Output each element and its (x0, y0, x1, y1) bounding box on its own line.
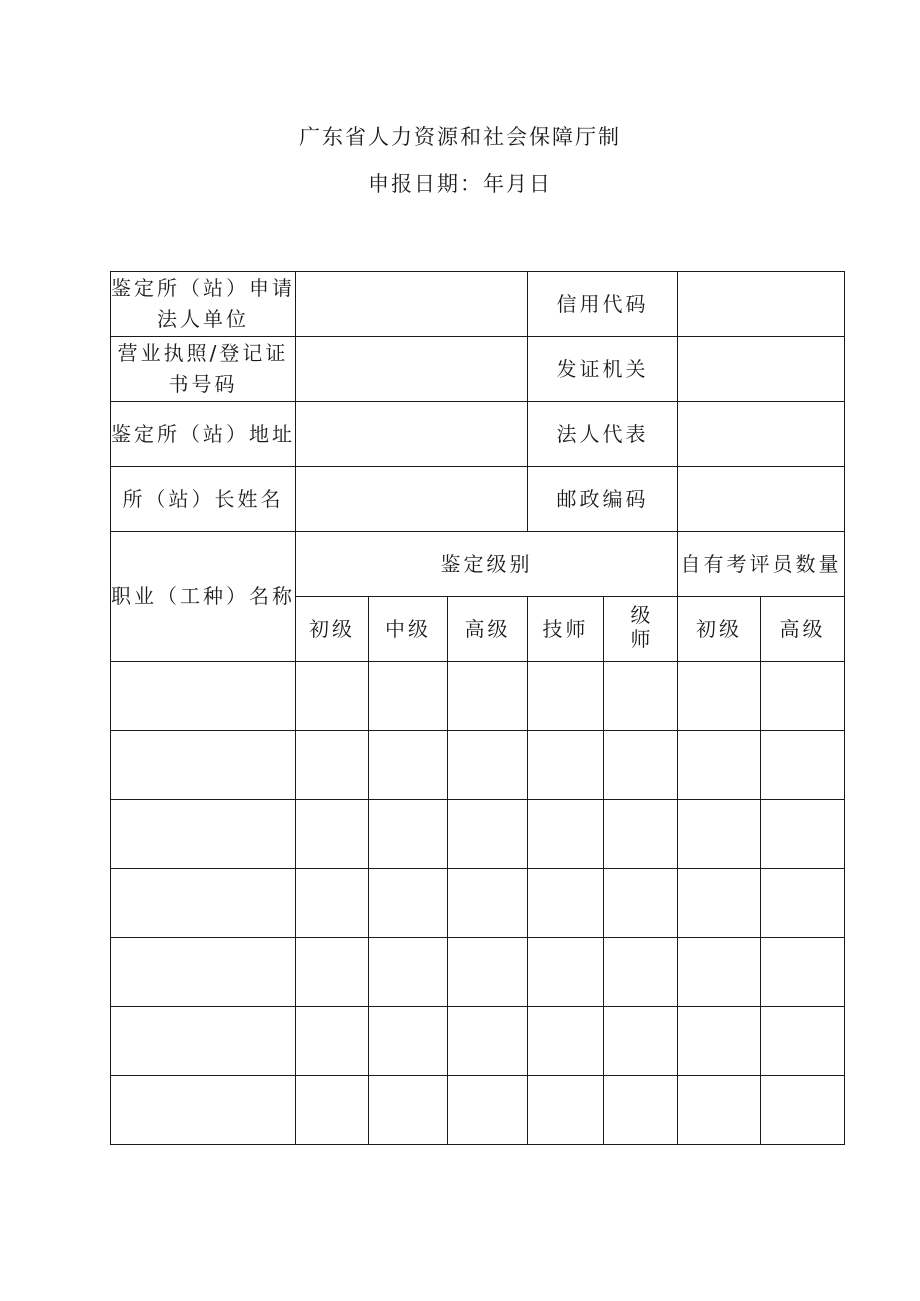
entry-count-cell[interactable] (448, 1007, 528, 1076)
entry-count-cell[interactable] (761, 662, 845, 731)
entry-row (111, 1007, 845, 1076)
entry-count-cell[interactable] (296, 938, 369, 1007)
entry-count-cell[interactable] (448, 1076, 528, 1145)
level-header-senior-technician-text: 级师 (630, 603, 651, 651)
entry-row (111, 662, 845, 731)
entry-count-cell[interactable] (369, 938, 448, 1007)
issuing-authority-label: 发证机关 (528, 337, 678, 402)
postal-code-label: 邮政编码 (528, 467, 678, 532)
entry-occupation-cell[interactable] (111, 869, 296, 938)
form-row-license (111, 337, 845, 402)
address-field[interactable] (296, 402, 528, 467)
entry-occupation-cell[interactable] (111, 938, 296, 1007)
entry-count-cell[interactable] (296, 1007, 369, 1076)
entry-count-cell[interactable] (369, 662, 448, 731)
form-row-applicant (111, 272, 845, 337)
occupation-name-label: 职业（工种）名称 (111, 532, 296, 662)
level-header-senior: 高级 (448, 597, 528, 662)
entry-count-cell[interactable] (528, 938, 604, 1007)
entry-count-cell[interactable] (528, 662, 604, 731)
issuer-line: 广东省人力资源和社会保障厅制 (299, 125, 621, 149)
entry-count-cell[interactable] (761, 1007, 845, 1076)
level-header-intermediate: 中级 (369, 597, 448, 662)
entry-row (111, 731, 845, 800)
level-header-junior: 初级 (296, 597, 369, 662)
entry-row (111, 1076, 845, 1145)
level-header-senior-technician (604, 597, 678, 662)
entry-count-cell[interactable] (369, 731, 448, 800)
entry-count-cell[interactable] (296, 800, 369, 869)
entry-occupation-cell[interactable] (111, 662, 296, 731)
entry-count-cell[interactable] (369, 1076, 448, 1145)
entry-count-cell[interactable] (678, 800, 761, 869)
entry-count-cell[interactable] (369, 1007, 448, 1076)
entry-count-cell[interactable] (296, 731, 369, 800)
address-label: 鉴定所（站）地址 (111, 402, 296, 467)
level-group-label: 鉴定级别 (296, 532, 678, 597)
entry-count-cell[interactable] (528, 1007, 604, 1076)
entry-count-cell[interactable] (369, 869, 448, 938)
entry-count-cell[interactable] (448, 731, 528, 800)
examiner-header-senior: 高级 (761, 597, 845, 662)
entry-count-cell[interactable] (604, 869, 678, 938)
credit-code-label: 信用代码 (528, 272, 678, 337)
entry-count-cell[interactable] (528, 869, 604, 938)
entry-count-cell[interactable] (678, 731, 761, 800)
entry-occupation-cell[interactable] (111, 800, 296, 869)
entry-count-cell[interactable] (604, 800, 678, 869)
entry-count-cell[interactable] (678, 662, 761, 731)
entry-count-cell[interactable] (448, 869, 528, 938)
entry-count-cell[interactable] (604, 662, 678, 731)
form-row-group-header (111, 532, 845, 597)
entry-count-cell[interactable] (678, 1007, 761, 1076)
entry-count-cell[interactable] (604, 1007, 678, 1076)
entry-count-cell[interactable] (761, 938, 845, 1007)
application-form-table (110, 271, 845, 1145)
entry-occupation-cell[interactable] (111, 1007, 296, 1076)
entry-row (111, 938, 845, 1007)
entry-count-cell[interactable] (678, 869, 761, 938)
entry-occupation-cell[interactable] (111, 731, 296, 800)
report-date-line: 申报日期：年月日 (368, 172, 552, 196)
entry-count-cell[interactable] (761, 731, 845, 800)
entry-count-cell[interactable] (678, 1076, 761, 1145)
issuing-authority-field[interactable] (678, 337, 845, 402)
entry-count-cell[interactable] (604, 938, 678, 1007)
entry-count-cell[interactable] (761, 869, 845, 938)
entry-occupation-cell[interactable] (111, 1076, 296, 1145)
entry-count-cell[interactable] (296, 662, 369, 731)
entry-count-cell[interactable] (296, 1076, 369, 1145)
legal-rep-field[interactable] (678, 402, 845, 467)
credit-code-field[interactable] (678, 272, 845, 337)
director-name-field[interactable] (296, 467, 528, 532)
entry-count-cell[interactable] (761, 1076, 845, 1145)
entry-count-cell[interactable] (528, 800, 604, 869)
entry-row (111, 869, 845, 938)
entry-count-cell[interactable] (604, 731, 678, 800)
entry-count-cell[interactable] (448, 662, 528, 731)
entry-row (111, 800, 845, 869)
applicant-unit-field[interactable] (296, 272, 528, 337)
entry-count-cell[interactable] (528, 1076, 604, 1145)
license-number-label: 营业执照/登记证书号码 (111, 337, 296, 402)
form-row-address (111, 402, 845, 467)
level-header-technician: 技师 (528, 597, 604, 662)
examiner-count-label: 自有考评员数量 (678, 532, 845, 597)
entry-count-cell[interactable] (761, 800, 845, 869)
entry-count-cell[interactable] (448, 938, 528, 1007)
examiner-header-junior: 初级 (678, 597, 761, 662)
entry-count-cell[interactable] (296, 869, 369, 938)
applicant-unit-label: 鉴定所（站）申请法人单位 (111, 272, 296, 337)
form-row-director (111, 467, 845, 532)
entry-count-cell[interactable] (448, 800, 528, 869)
entry-count-cell[interactable] (678, 938, 761, 1007)
entry-count-cell[interactable] (528, 731, 604, 800)
postal-code-field[interactable] (678, 467, 845, 532)
director-name-label: 所（站）长姓名 (111, 467, 296, 532)
legal-rep-label: 法人代表 (528, 402, 678, 467)
entry-count-cell[interactable] (604, 1076, 678, 1145)
license-number-field[interactable] (296, 337, 528, 402)
entry-count-cell[interactable] (369, 800, 448, 869)
